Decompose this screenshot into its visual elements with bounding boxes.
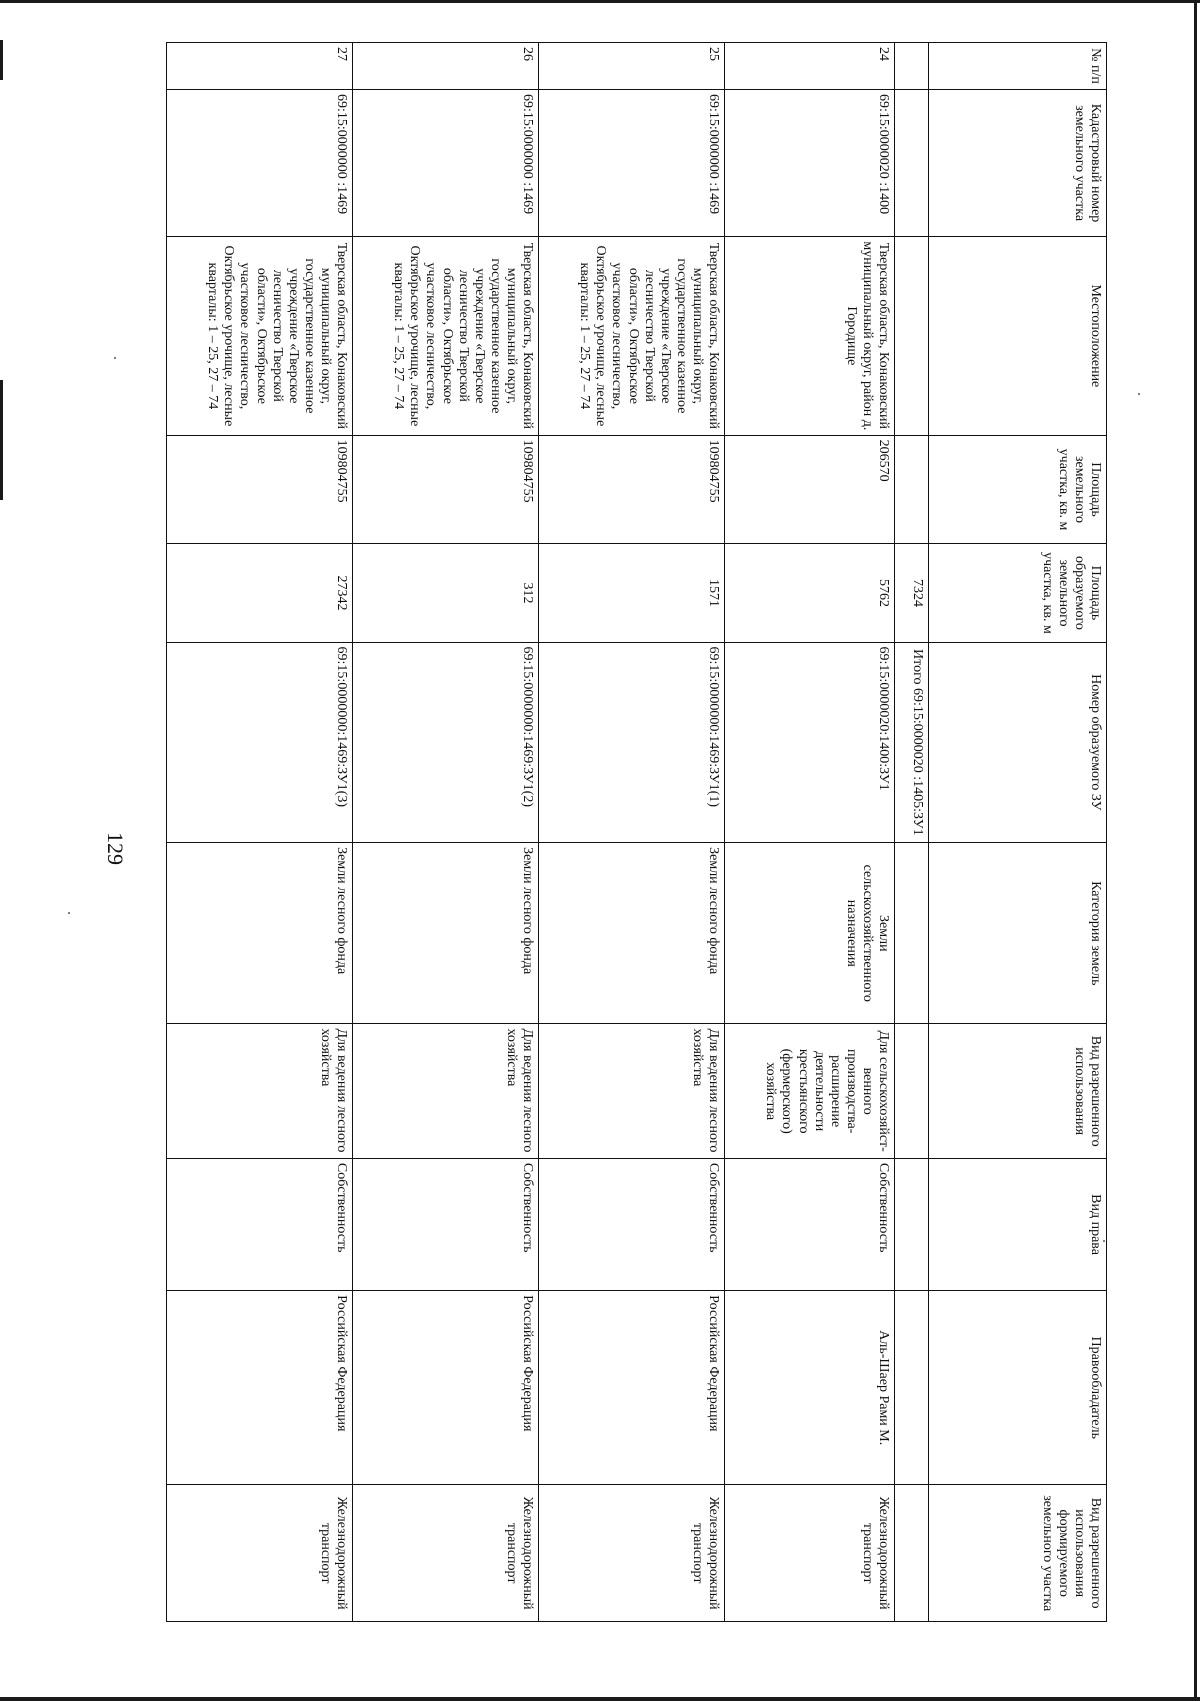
plot-area-cell: 206570 [725, 435, 895, 544]
right-type-cell: Собственность [167, 1158, 353, 1290]
owner-cell: Российская Федерация [353, 1291, 539, 1485]
scan-speck [1138, 393, 1140, 395]
plot-area-cell: 109804755 [539, 435, 725, 544]
land-category-cell: Земли лесного фонда [353, 843, 539, 1024]
target-use-cell: Железнодорожный транспорт [353, 1485, 539, 1622]
header-cell: Правообладатель [929, 1291, 1107, 1485]
scan-speck [68, 912, 70, 914]
table-row [353, 43, 539, 1622]
header-cell: Номер образуемого ЗУ [929, 642, 1107, 843]
location-cell: Тверская область, Конаковский муниципальный округ, государственное казенное учреждение «Тверское лесничество Тверской области», Октябрьское участковое лесничество, Октябрьское урочище, лесные кварталы: 1 – 25, 27 – 74 [167, 237, 353, 435]
table-header-row [929, 43, 1107, 1622]
formed-area-cell: 27342 [167, 544, 353, 642]
target-use-cell: Железнодорожный транспорт [167, 1485, 353, 1622]
permitted-use-cell: Для сельскохозяйст-венного производства-расширение деятельности крестьянского (фермерского) хозяйства [725, 1024, 895, 1158]
owner-cell: Российская Федерация [539, 1291, 725, 1485]
empty-cell [895, 237, 929, 435]
plot-area-cell: 109804755 [353, 435, 539, 544]
scan-edge-left-mark [0, 380, 3, 500]
scan-speck [114, 357, 116, 359]
target-use-cell: Железнодорожный транспорт [539, 1485, 725, 1622]
scan-edge-left-mark [0, 40, 3, 80]
permitted-use-cell: Для ведения лесного хозяйства [167, 1024, 353, 1158]
row-number-cell: 25 [539, 43, 725, 90]
empty-cell [895, 1024, 929, 1158]
empty-cell [895, 435, 929, 544]
scan-edge-top [0, 0, 1200, 3]
row-number-cell: 26 [353, 43, 539, 90]
land-plot-table [166, 42, 1107, 1622]
plot-area-cell: 109804755 [167, 435, 353, 544]
cadastral-number-cell: 69:15:0000020 :1400 [725, 89, 895, 236]
subtotal-area-cell: 7324 [895, 544, 929, 642]
header-cell: Категория земель [929, 843, 1107, 1024]
subtotal-label-cell: Итого 69:15:0000020 :1405:ЗУ1 [895, 642, 929, 843]
row-number-cell: 24 [725, 43, 895, 90]
header-cell: Кадастровый номер земельного участка [929, 89, 1107, 236]
row-number-cell: 27 [167, 43, 353, 90]
owner-cell: Аль-Шаер Рами М. [725, 1291, 895, 1485]
cadastral-number-cell: 69:15:0000000 :1469 [353, 89, 539, 236]
land-category-cell: Земли сельскохозяйственного назначения [725, 843, 895, 1024]
permitted-use-cell: Для ведения лесного хозяйства [539, 1024, 725, 1158]
cadastral-number-cell: 69:15:0000000 :1469 [539, 89, 725, 236]
header-cell: Вид разрешенного использования формируемого земельного участка [929, 1485, 1107, 1622]
table-row [725, 43, 895, 1622]
empty-cell [895, 43, 929, 90]
header-cell: Площадь земельного участка, кв. м [929, 435, 1107, 544]
empty-cell [895, 1485, 929, 1622]
empty-cell [895, 843, 929, 1024]
scan-edge-right [1194, 0, 1197, 1701]
formed-area-cell: 1571 [539, 544, 725, 642]
land-category-cell: Земли лесного фонда [167, 843, 353, 1024]
cadastral-number-cell: 69:15:0000000 :1469 [167, 89, 353, 236]
permitted-use-cell: Для ведения лесного хозяйства [353, 1024, 539, 1158]
location-cell: Тверская область, Конаковский муниципальный округ, государственное казенное учреждение «Тверское лесничество Тверской области», Октябрьское участковое лесничество, Октябрьское урочище, лесные кварталы: 1 – 25, 27 – 74 [539, 237, 725, 435]
empty-cell [895, 1158, 929, 1290]
zu-number-cell: 69:15:0000020:1400:ЗУ1 [725, 642, 895, 843]
land-plot-table-wrapper [167, 42, 1107, 1622]
empty-cell [895, 1291, 929, 1485]
header-cell: Вид права [929, 1158, 1107, 1290]
zu-number-cell: 69:15:0000000:1469:ЗУ1(3) [167, 642, 353, 843]
table-row [167, 43, 353, 1622]
owner-cell: Российская Федерация [167, 1291, 353, 1485]
location-cell: Тверская область, Конаковский муниципальный округ, государственное казенное учреждение «Тверское лесничество Тверской области», Октябрьское участковое лесничество, Октябрьское урочище, лесные кварталы: 1 – 25, 27 – 74 [353, 237, 539, 435]
right-type-cell: Собственность [539, 1158, 725, 1290]
table-row [539, 43, 725, 1622]
formed-area-cell: 312 [353, 544, 539, 642]
header-cell: № п/п [929, 43, 1107, 90]
right-type-cell: Собственность [725, 1158, 895, 1290]
location-cell: Тверская область, Конаковский муниципальный округ, район д. Городище [725, 237, 895, 435]
formed-area-cell: 5762 [725, 544, 895, 642]
right-type-cell: Собственность [353, 1158, 539, 1290]
page-number: 129 [103, 832, 128, 865]
header-cell: Вид разрешенного использования [929, 1024, 1107, 1158]
subtotal-row [895, 43, 929, 1622]
empty-cell [895, 89, 929, 236]
land-category-cell: Земли лесного фонда [539, 843, 725, 1024]
zu-number-cell: 69:15:0000000:1469:ЗУ1(2) [353, 642, 539, 843]
header-cell: Площадь образуемого земельного участка, кв. м [929, 544, 1107, 642]
target-use-cell: Железнодорожный транспорт [725, 1485, 895, 1622]
zu-number-cell: 69:15:0000000:1469:ЗУ1(1) [539, 642, 725, 843]
header-cell: Местоположение [929, 237, 1107, 435]
scan-edge-bottom [0, 1697, 1200, 1701]
